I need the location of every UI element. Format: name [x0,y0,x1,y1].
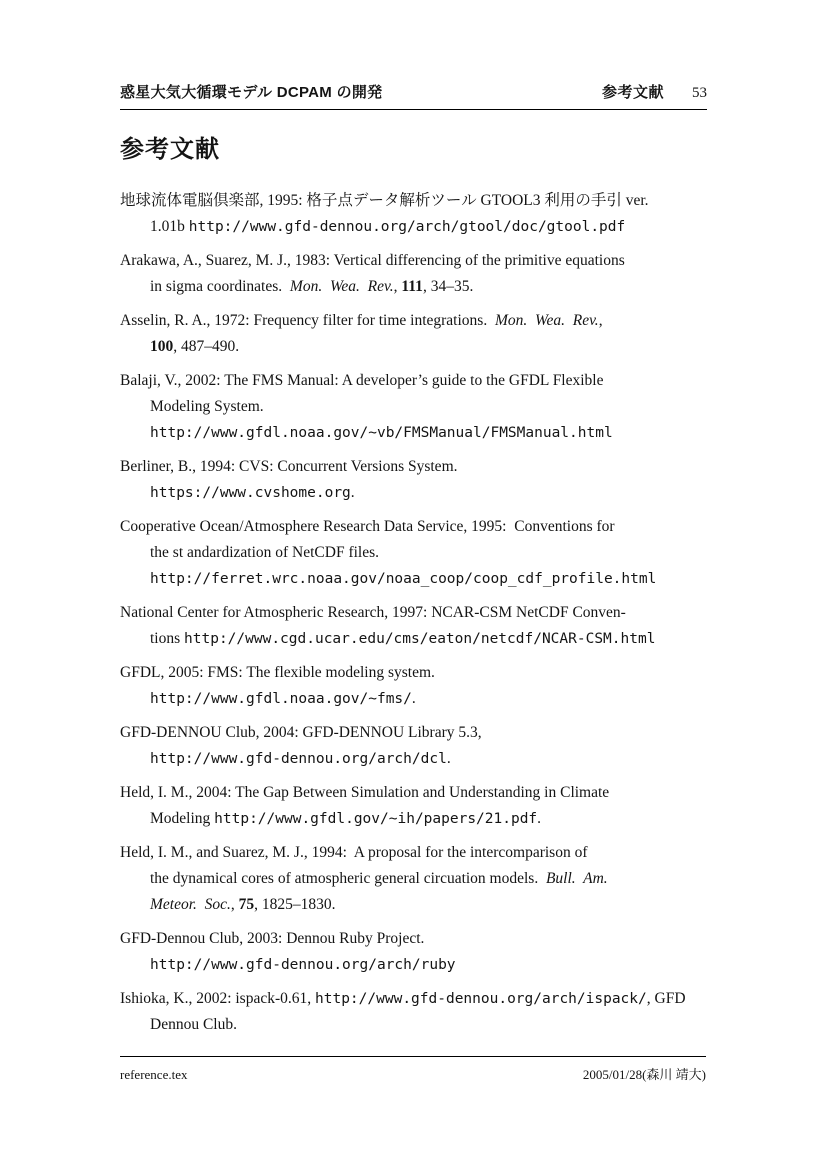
reference-text: 100 [150,338,174,355]
reference-text: , GFD [646,990,686,1007]
reference-entry [120,308,720,360]
reference-text: . [350,484,355,501]
header-section-label: 参考文献 [601,84,664,101]
reference-text: , [598,312,603,329]
reference-text: Held, I. M., and Suarez, M. J., 1994: A proposal for the intercomparison of [120,844,588,861]
reference-text: Balaji, V., 2002: The FMS Manual: A developer’s guide to the GFDL Flexible [120,372,604,389]
page-header [120,83,707,110]
reference-text: Bull. Am. [545,870,608,887]
reference-text: Dennou Club. [150,1016,237,1033]
reference-line [120,514,720,540]
reference-text: . [446,750,451,767]
reference-line [120,420,720,446]
reference-text: Meteor. Soc. [150,896,231,913]
reference-text: Mon. Wea. Rev. [289,278,394,295]
reference-entry [120,720,720,772]
reference-url: https://www.cvshome.org [150,485,351,501]
reference-url: http://ferret.wrc.noaa.gov/noaa_coop/coop_cdf_profile.html [150,571,657,587]
reference-entry [120,600,720,652]
reference-text: Cooperative Ocean/Atmosphere Research Data Service, 1995: Conventions for [120,518,615,535]
reference-url: http://www.gfd-dennou.org/arch/ruby [150,957,456,973]
reference-text: , [230,896,239,913]
reference-line [120,892,720,918]
reference-line [120,986,720,1012]
reference-entry [120,514,720,592]
header-doc-title: 惑星大気大循環モデル DCPAM の開発 [120,84,383,101]
reference-url: http://www.gfd-dennou.org/arch/gtool/doc/gtool.pdf [188,219,626,235]
reference-line [120,866,720,892]
reference-line [120,454,720,480]
reference-url: http://www.gfdl.noaa.gov/~fms/ [150,691,412,707]
reference-text: 111 [401,278,423,295]
reference-text: GFDL, 2005: FMS: The flexible modeling system. [120,664,435,681]
reference-line [120,394,720,420]
reference-line [120,926,720,952]
reference-line [120,780,720,806]
reference-url: http://www.gfd-dennou.org/arch/ispack/ [315,991,647,1007]
reference-line [120,480,720,506]
reference-text: in sigma coordinates. [150,278,290,295]
reference-line [120,540,720,566]
reference-entry [120,660,720,712]
reference-entry [120,926,720,978]
reference-text: Asselin, R. A., 1972: Frequency filter for time integrations. [120,312,495,329]
footer-date: 2005/01/28(森川 靖大) [582,1067,706,1082]
reference-text: Held, I. M., 2004: The Gap Between Simulation and Understanding in Climate [120,784,610,801]
reference-line [120,334,720,360]
reference-entry [120,986,720,1038]
reference-text: . [537,810,542,827]
header-right-group [602,83,707,103]
footer-filename: reference.tex [120,1067,188,1082]
reference-line [120,686,720,712]
reference-text: the st andardization of NetCDF files. [150,544,380,561]
reference-text: Modeling [150,810,215,827]
reference-line [120,248,720,274]
reference-line [120,840,720,866]
reference-entry [120,840,720,918]
reference-line [120,746,720,772]
reference-text: Arakawa, A., Suarez, M. J., 1983: Vertical differencing of the primitive equations [120,252,625,269]
reference-line [120,566,720,592]
reference-text: GFD-Dennou Club, 2003: Dennou Ruby Project. [120,930,425,947]
references-list [120,188,720,1046]
reference-line [120,188,720,214]
reference-text: the dynamical cores of atmospheric general circuation models. [150,870,546,887]
reference-text: Mon. Wea. Rev. [494,312,599,329]
reference-line [120,626,720,652]
reference-line [120,600,720,626]
reference-text: 1.01b [150,218,189,235]
page-footer [120,1056,706,1083]
reference-line [120,308,720,334]
reference-text: 地球流体電脳倶楽部, 1995: 格子点データ解析ツール GTOOL3 利用の手引 ver. [120,192,649,209]
reference-text: , 34–35. [422,278,474,295]
reference-entry [120,248,720,300]
reference-url: http://www.gfd-dennou.org/arch/dcl [150,751,447,767]
reference-text: Berliner, B., 1994: CVS: Concurrent Versions System. [120,458,458,475]
reference-text: , 487–490. [173,338,240,355]
reference-line [120,368,720,394]
reference-entry [120,188,720,240]
reference-text: Modeling System. [150,398,264,415]
reference-entry [120,454,720,506]
reference-line [120,1012,720,1038]
reference-line [120,274,720,300]
reference-line [120,214,720,240]
reference-url: http://www.cgd.ucar.edu/cms/eaton/netcdf/NCAR-CSM.html [184,631,656,647]
reference-url: http://www.gfdl.noaa.gov/~vb/FMSManual/FMSManual.html [150,425,613,441]
reference-text: GFD-DENNOU Club, 2004: GFD-DENNOU Library 5.3, [120,724,482,741]
reference-text: . [411,690,416,707]
reference-entry [120,780,720,832]
reference-text: Ishioka, K., 2002: ispack-0.61, [120,990,316,1007]
reference-line [120,720,720,746]
reference-text: National Center for Atmospheric Research, 1997: NCAR-CSM NetCDF Conven- [120,604,626,621]
reference-text: tions [150,630,185,647]
reference-text: , 1825–1830. [254,896,336,913]
reference-line [120,806,720,832]
reference-line [120,952,720,978]
header-page-number: 53 [692,85,707,101]
reference-text: , [393,278,402,295]
reference-text: 75 [238,896,255,913]
references-heading: 参考文献 [120,136,220,163]
reference-line [120,660,720,686]
reference-entry [120,368,720,446]
reference-url: http://www.gfdl.gov/~ih/papers/21.pdf [214,811,538,827]
